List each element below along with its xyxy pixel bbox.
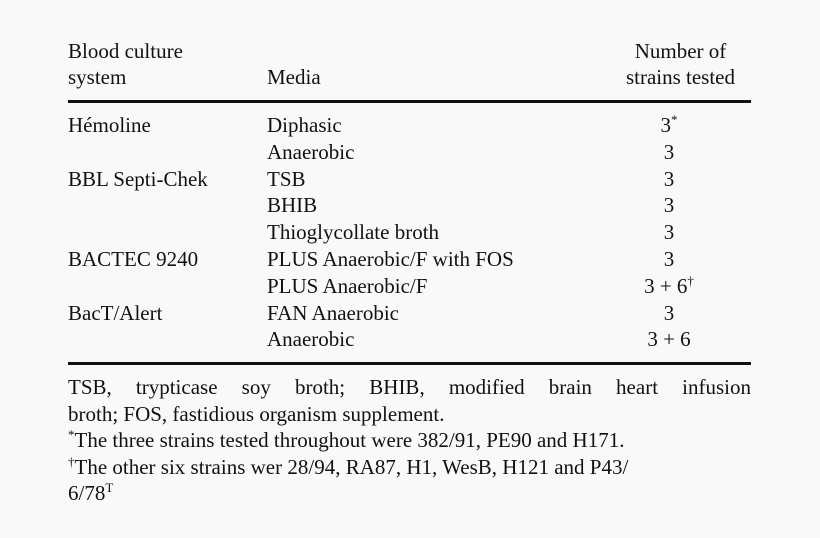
footnote-dagger-continued xyxy=(68,480,751,507)
footnote-dagger-text-line2: 6/78 xyxy=(68,481,106,506)
cell-media: PLUS Anaerobic/F xyxy=(267,273,428,298)
header-blood-culture-system: Blood culture system xyxy=(68,39,183,89)
cell-count-value: 3 xyxy=(660,113,671,137)
cell-number-of-strains xyxy=(599,139,739,166)
footnote-star xyxy=(68,427,751,454)
table-row xyxy=(68,166,751,193)
table-header xyxy=(68,38,751,100)
cell-media: Thioglycollate broth xyxy=(267,220,440,245)
cell-media: Anaerobic xyxy=(267,139,355,164)
footnote-abbreviations-line2: broth; FOS, fastidious organism supplement. xyxy=(68,401,445,426)
cell-media: BHIB xyxy=(267,193,318,218)
footnote-abbreviations-line1: TSB, trypticase soy broth; BHIB, modified brain heart infusion xyxy=(68,375,751,400)
table-bottom-rule xyxy=(68,362,751,365)
cell-number-of-strains xyxy=(599,166,739,193)
cell-count-value: 3 xyxy=(663,220,675,245)
table-row xyxy=(68,219,751,246)
cell-count-footnote-mark: † xyxy=(687,272,694,288)
cell-count-value: 3 + 6 xyxy=(647,327,691,352)
cell-media: TSB xyxy=(267,166,306,191)
cell-count-value: 3 + 6 xyxy=(644,273,688,298)
strains-table xyxy=(68,38,751,507)
table-body xyxy=(68,103,751,362)
cell-count-value: 3 xyxy=(663,166,675,191)
table-footnotes xyxy=(68,374,751,507)
footnote-dagger-mark: † xyxy=(68,453,75,469)
cell-count-value: 3 xyxy=(663,246,675,271)
cell-number-of-strains xyxy=(599,300,739,327)
footnote-dagger-text-line1: The other six strains wer 28/94, RA87, H1, WesB, H121 and P43/ xyxy=(74,454,629,479)
table-row xyxy=(68,192,751,219)
footnote-dagger-text-sup: T xyxy=(105,480,114,496)
header-number-of-strains: Number of strains tested xyxy=(625,39,735,89)
header-media: Media xyxy=(267,65,321,89)
cell-number-of-strains xyxy=(599,326,739,353)
table-row xyxy=(68,326,751,353)
cell-blood-culture-system: BacT/Alert xyxy=(68,300,163,325)
cell-count-footnote-mark: * xyxy=(671,112,678,127)
table-row xyxy=(68,112,751,139)
cell-count-value: 3 xyxy=(663,193,675,218)
cell-number-of-strains xyxy=(599,246,739,273)
table-row xyxy=(68,273,751,300)
cell-number-of-strains xyxy=(599,219,739,246)
cell-number-of-strains xyxy=(599,112,739,139)
cell-media: Anaerobic xyxy=(267,327,355,352)
footnote-star-text: The three strains tested throughout were 382/91, PE90 and H171. xyxy=(74,428,625,453)
cell-media: PLUS Anaerobic/F with FOS xyxy=(267,246,514,271)
cell-media: FAN Anaerobic xyxy=(267,300,399,325)
footnote-star-mark: * xyxy=(68,427,75,443)
cell-blood-culture-system: Hémoline xyxy=(68,113,151,137)
cell-blood-culture-system: BBL Septi-Chek xyxy=(68,166,208,191)
footnote-dagger xyxy=(68,454,751,481)
cell-number-of-strains xyxy=(599,273,739,300)
cell-count-value: 3 xyxy=(663,139,675,164)
table-row xyxy=(68,300,751,327)
table-row xyxy=(68,246,751,273)
cell-media: Diphasic xyxy=(267,113,342,137)
cell-count-value: 3 xyxy=(663,300,675,325)
table-row xyxy=(68,139,751,166)
cell-blood-culture-system: BACTEC 9240 xyxy=(68,246,199,271)
cell-number-of-strains xyxy=(599,192,739,219)
